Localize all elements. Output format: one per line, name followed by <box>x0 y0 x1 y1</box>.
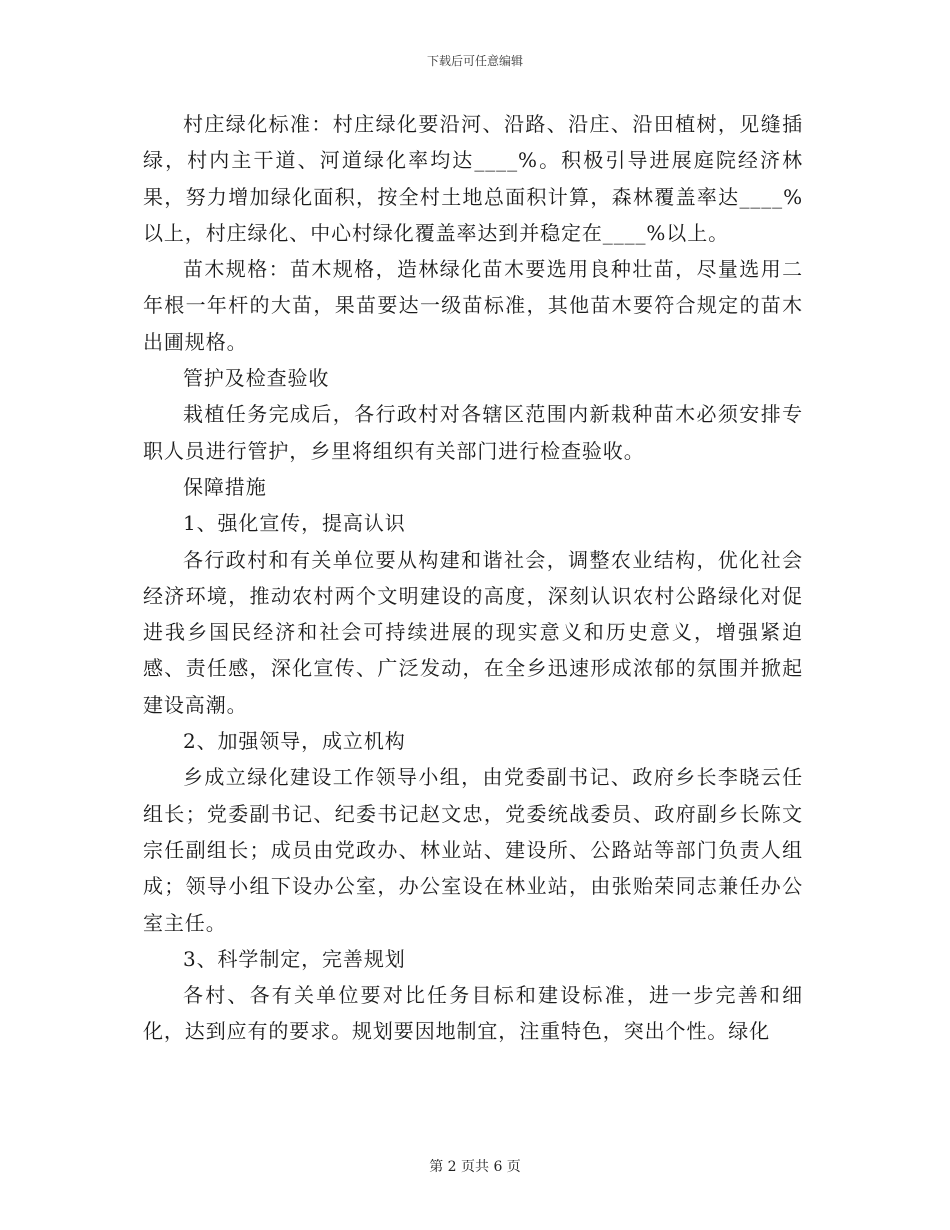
paragraph-scientific-planning: 各村、各有关单位要对比任务目标和建设标准，进一步完善和细化，达到应有的要求。规划要因地制宜，注重特色，突出个性。绿化 <box>143 983 803 1044</box>
paragraph-strengthen-leadership: 乡成立绿化建设工作领导小组，由党委副书记、政府乡长李晓云任组长；党委副书记、纪委书记赵文忠，党委统战委员、政府副乡长陈文宗任副组长；成员由党政办、林业站、建设所、公路站等部门负责人组成；领导小组下设办公室，办公室设在林业站，由张贻荣同志兼任办公室主任。 <box>143 765 803 935</box>
page-footer: 第 2 页共 6 页 <box>429 1159 521 1175</box>
heading-scientific-planning: 3、科学制定，完善规划 <box>183 946 406 971</box>
heading-safeguard-measures: 保障措施 <box>183 474 267 499</box>
paragraph-strengthen-publicity: 各行政村和有关单位要从构建和谐社会，调整农业结构，优化社会经济环境，推动农村两个文明建设的高度，深刻认识农村公路绿化对促进我乡国民经济和社会可持续进展的现实意义和历史意义，增强紧迫感、责任感，深化宣传、广泛发动，在全乡迅速形成浓郁的氛围并掀起建设高潮。 <box>143 547 803 717</box>
paragraph-seedling-spec: 苗木规格：苗木规格，造林绿化苗木要选用良种壮苗，尽量选用二年根一年杆的大苗，果苗要达一级苗标准，其他苗木要符合规定的苗木出圃规格。 <box>143 257 803 354</box>
document-body <box>143 106 803 1050</box>
heading-strengthen-leadership: 2、加强领导，成立机构 <box>183 729 406 754</box>
paragraph-maintenance-inspection: 栽植任务完成后，各行政村对各辖区范围内新栽种苗木必须安排专职人员进行管护，乡里将组织有关部门进行检查验收。 <box>143 402 803 463</box>
page-header: 下载后可任意编辑 <box>426 54 523 68</box>
heading-strengthen-publicity: 1、强化宣传，提高认识 <box>183 511 406 536</box>
heading-maintenance-inspection: 管护及检查验收 <box>183 366 330 391</box>
paragraph-village-greening-standard: 村庄绿化标准：村庄绿化要沿河、沿路、沿庄、沿田植树，见缝插绿，村内主干道、河道绿化率均达____%。积极引导进展庭院经济林果，努力增加绿化面积，按全村土地总面积计算，森林覆盖率达____%以上，村庄绿化、中心村绿化覆盖率达到并稳定在____%以上。 <box>143 112 803 245</box>
